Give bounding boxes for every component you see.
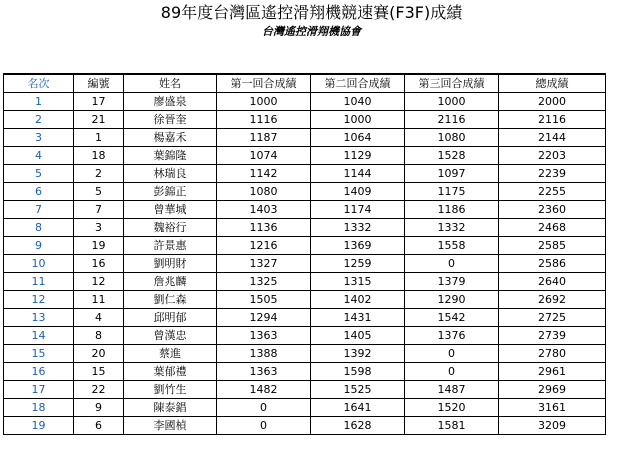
number-cell: 11: [74, 291, 124, 309]
round1-cell: 1363: [217, 327, 311, 345]
round2-cell: 1064: [311, 129, 405, 147]
rank-cell: 19: [4, 417, 74, 435]
round3-cell: 1097: [405, 165, 499, 183]
page-title: 89年度台灣區遙控滑翔機競速賽(F3F)成績: [160, 3, 463, 22]
total-cell: 2116: [499, 111, 606, 129]
name-cell: 徐晉奎: [124, 111, 217, 129]
name-cell: 劉明財: [124, 255, 217, 273]
name-cell: 曾漢忠: [124, 327, 217, 345]
round1-cell: 1325: [217, 273, 311, 291]
table-row: [4, 273, 606, 291]
round1-cell: 1142: [217, 165, 311, 183]
total-cell: 2640: [499, 273, 606, 291]
round2-cell: 1641: [311, 399, 405, 417]
round2-cell: 1405: [311, 327, 405, 345]
table-row: [4, 345, 606, 363]
rank-cell: 17: [4, 381, 74, 399]
round2-cell: 1402: [311, 291, 405, 309]
round3-cell: 1487: [405, 381, 499, 399]
round1-cell: 0: [217, 399, 311, 417]
number-cell: 18: [74, 147, 124, 165]
number-cell: 7: [74, 201, 124, 219]
round1-cell: 1216: [217, 237, 311, 255]
number-cell: 12: [74, 273, 124, 291]
table-row: [4, 381, 606, 399]
rank-cell: 13: [4, 309, 74, 327]
round1-cell: 1505: [217, 291, 311, 309]
round2-cell: 1000: [311, 111, 405, 129]
table-row: [4, 237, 606, 255]
total-cell: 2739: [499, 327, 606, 345]
header-round2: 第二回合成績: [311, 74, 405, 93]
round1-cell: 1363: [217, 363, 311, 381]
name-cell: 林瑞良: [124, 165, 217, 183]
name-cell: 曾華城: [124, 201, 217, 219]
table-body: [4, 93, 606, 435]
round3-cell: 0: [405, 363, 499, 381]
round1-cell: 1327: [217, 255, 311, 273]
round2-cell: 1431: [311, 309, 405, 327]
total-cell: 3209: [499, 417, 606, 435]
round2-cell: 1174: [311, 201, 405, 219]
table-row: [4, 399, 606, 417]
name-cell: 廖盛泉: [124, 93, 217, 111]
page-subtitle: 台灣遙控滑翔機協會: [262, 25, 361, 38]
name-cell: 葉錦隆: [124, 147, 217, 165]
number-cell: 4: [74, 309, 124, 327]
round1-cell: 1294: [217, 309, 311, 327]
number-cell: 6: [74, 417, 124, 435]
rank-cell: 16: [4, 363, 74, 381]
header-number: 編號: [74, 74, 124, 93]
round3-cell: 2116: [405, 111, 499, 129]
name-cell: 蔡進: [124, 345, 217, 363]
round2-cell: 1332: [311, 219, 405, 237]
number-cell: 22: [74, 381, 124, 399]
round2-cell: 1628: [311, 417, 405, 435]
round3-cell: 1186: [405, 201, 499, 219]
round3-cell: 1080: [405, 129, 499, 147]
table-row: [4, 165, 606, 183]
rank-cell: 11: [4, 273, 74, 291]
rank-cell: 4: [4, 147, 74, 165]
round2-cell: 1144: [311, 165, 405, 183]
name-cell: 魏裕行: [124, 219, 217, 237]
total-cell: 2692: [499, 291, 606, 309]
number-cell: 3: [74, 219, 124, 237]
round1-cell: 1403: [217, 201, 311, 219]
number-cell: 8: [74, 327, 124, 345]
header-name: 姓名: [124, 74, 217, 93]
total-cell: 2468: [499, 219, 606, 237]
round1-cell: 1136: [217, 219, 311, 237]
round2-cell: 1392: [311, 345, 405, 363]
rank-cell: 15: [4, 345, 74, 363]
round1-cell: 1000: [217, 93, 311, 111]
name-cell: 彭錦正: [124, 183, 217, 201]
total-cell: 2144: [499, 129, 606, 147]
rank-cell: 2: [4, 111, 74, 129]
round1-cell: 1116: [217, 111, 311, 129]
name-cell: 劉竹生: [124, 381, 217, 399]
number-cell: 5: [74, 183, 124, 201]
number-cell: 1: [74, 129, 124, 147]
round3-cell: 1542: [405, 309, 499, 327]
header-rank: 名次: [4, 74, 74, 93]
rank-cell: 6: [4, 183, 74, 201]
rank-cell: 7: [4, 201, 74, 219]
table-row: [4, 219, 606, 237]
round3-cell: 1379: [405, 273, 499, 291]
number-cell: 15: [74, 363, 124, 381]
round3-cell: 1520: [405, 399, 499, 417]
number-cell: 16: [74, 255, 124, 273]
round2-cell: 1409: [311, 183, 405, 201]
round1-cell: 1482: [217, 381, 311, 399]
round3-cell: 1581: [405, 417, 499, 435]
total-cell: 2969: [499, 381, 606, 399]
round2-cell: 1259: [311, 255, 405, 273]
round2-cell: 1040: [311, 93, 405, 111]
total-cell: 3161: [499, 399, 606, 417]
round1-cell: 1074: [217, 147, 311, 165]
number-cell: 2: [74, 165, 124, 183]
name-cell: 許景惠: [124, 237, 217, 255]
rank-cell: 9: [4, 237, 74, 255]
round3-cell: 0: [405, 345, 499, 363]
round3-cell: 1558: [405, 237, 499, 255]
round3-cell: 1528: [405, 147, 499, 165]
number-cell: 9: [74, 399, 124, 417]
total-cell: 2725: [499, 309, 606, 327]
round1-cell: 0: [217, 417, 311, 435]
round2-cell: 1369: [311, 237, 405, 255]
rank-cell: 18: [4, 399, 74, 417]
number-cell: 19: [74, 237, 124, 255]
table-row: [4, 147, 606, 165]
round2-cell: 1525: [311, 381, 405, 399]
rank-cell: 3: [4, 129, 74, 147]
number-cell: 21: [74, 111, 124, 129]
results-table: [3, 73, 606, 435]
rank-cell: 5: [4, 165, 74, 183]
number-cell: 20: [74, 345, 124, 363]
round2-cell: 1598: [311, 363, 405, 381]
round3-cell: 1290: [405, 291, 499, 309]
round3-cell: 0: [405, 255, 499, 273]
total-cell: 2961: [499, 363, 606, 381]
round1-cell: 1080: [217, 183, 311, 201]
rank-cell: 1: [4, 93, 74, 111]
round1-cell: 1187: [217, 129, 311, 147]
table-row: [4, 255, 606, 273]
round2-cell: 1129: [311, 147, 405, 165]
total-cell: 2239: [499, 165, 606, 183]
table-row: [4, 201, 606, 219]
table-header-row: [4, 74, 606, 93]
table-row: [4, 129, 606, 147]
name-cell: 詹兆麟: [124, 273, 217, 291]
rank-cell: 10: [4, 255, 74, 273]
total-cell: 2000: [499, 93, 606, 111]
total-cell: 2780: [499, 345, 606, 363]
total-cell: 2585: [499, 237, 606, 255]
round3-cell: 1000: [405, 93, 499, 111]
round3-cell: 1376: [405, 327, 499, 345]
name-cell: 葉郁禮: [124, 363, 217, 381]
total-cell: 2586: [499, 255, 606, 273]
total-cell: 2360: [499, 201, 606, 219]
table-row: [4, 309, 606, 327]
total-cell: 2255: [499, 183, 606, 201]
number-cell: 17: [74, 93, 124, 111]
name-cell: 楊嘉禾: [124, 129, 217, 147]
name-cell: 陳泰錩: [124, 399, 217, 417]
rank-cell: 8: [4, 219, 74, 237]
name-cell: 李國楨: [124, 417, 217, 435]
table-row: [4, 291, 606, 309]
rank-cell: 14: [4, 327, 74, 345]
table-row: [4, 327, 606, 345]
round1-cell: 1388: [217, 345, 311, 363]
round3-cell: 1175: [405, 183, 499, 201]
header-round3: 第三回合成績: [405, 74, 499, 93]
rank-cell: 12: [4, 291, 74, 309]
header-round1: 第一回合成績: [217, 74, 311, 93]
round3-cell: 1332: [405, 219, 499, 237]
header-total: 總成績: [499, 74, 606, 93]
round2-cell: 1315: [311, 273, 405, 291]
table-row: [4, 363, 606, 381]
table-row: [4, 111, 606, 129]
table-row: [4, 93, 606, 111]
name-cell: 邱明郁: [124, 309, 217, 327]
total-cell: 2203: [499, 147, 606, 165]
table-row: [4, 417, 606, 435]
table-row: [4, 183, 606, 201]
name-cell: 劉仁森: [124, 291, 217, 309]
